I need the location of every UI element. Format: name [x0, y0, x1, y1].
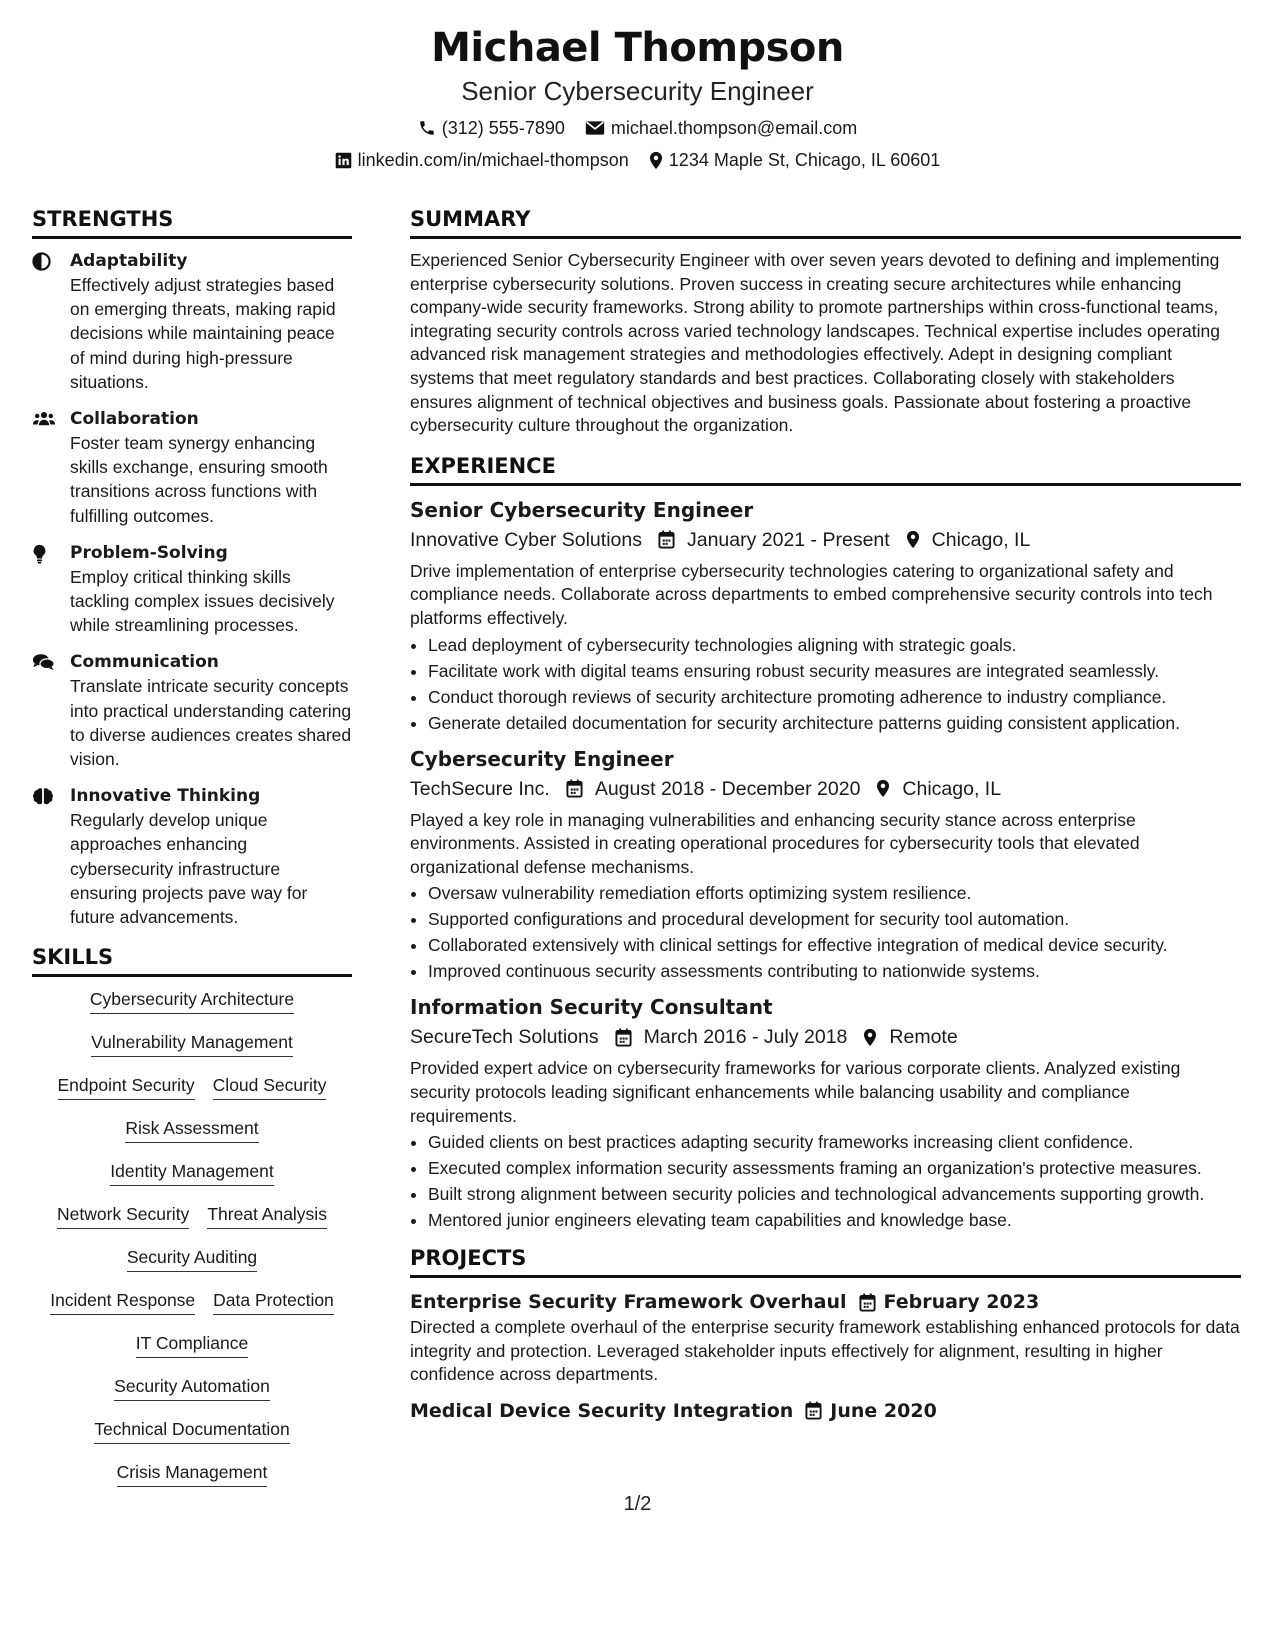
strength-item [32, 541, 352, 638]
job-bullets [410, 1130, 1241, 1232]
list-item: • Facilitate work with digital teams ensuring robust security measures are integrated seamlessly. [428, 659, 1241, 683]
skill-row [32, 1331, 352, 1374]
project-date: June 2020 [830, 1399, 937, 1422]
envelope-icon [585, 120, 605, 136]
job-description: Drive implementation of enterprise cybersecurity technologies catering to organizational safety and compliance needs. Collaborate across departments to embed comprehensive security controls into tech platforms effectively. [410, 560, 1213, 628]
phone-contact [418, 116, 565, 140]
strengths-heading: STRENGTHS [32, 205, 352, 239]
skill-tag: Risk Assessment [125, 1116, 258, 1143]
candidate-title: Senior Cybersecurity Engineer [461, 76, 814, 106]
skill-tag: Security Auditing [127, 1245, 257, 1272]
strength-desc: Effectively adjust strategies based on emerging threats, making rapid decisions while maintaining peace of mind during high-pressure situations. [70, 275, 336, 392]
email-text[interactable]: michael.thompson@email.com [610, 118, 858, 138]
content-columns [32, 205, 1243, 1503]
strength-item [32, 407, 352, 528]
skill-row [32, 1073, 352, 1116]
skill-row [32, 1374, 352, 1417]
skill-row [32, 987, 352, 1030]
comments-icon [32, 650, 70, 771]
project-header [410, 1397, 1241, 1425]
summary-heading: SUMMARY [410, 205, 1241, 239]
strength-desc: Translate intricate security concepts into practical understanding catering to diverse audiences creates shared vision. [70, 676, 352, 770]
right-column [410, 205, 1241, 1503]
calendar-icon [859, 1293, 876, 1312]
map-pin-icon [649, 151, 663, 170]
skill-row [32, 1245, 352, 1288]
list-item: • Conduct thorough reviews of security architecture promoting adherence to industry compliance. [428, 685, 1241, 709]
strength-name: Collaboration [70, 409, 199, 430]
job-meta [410, 775, 1241, 803]
list-item: • Mentored junior engineers elevating team capabilities and knowledge base. [428, 1208, 1241, 1232]
job-company: Innovative Cyber Solutions [410, 528, 642, 551]
summary-text: Experienced Senior Cybersecurity Engineer with over seven years devoted to defining and implementing enterprise cybersecurity solutions. Proven success in creating secure architectures while enhancing company-wide security frameworks. Strong ability to promote partnerships within cross-functional teams, integrating security controls across varied technology landscapes. Technical expertise includes operating advanced risk management strategies and methodologies effectively. Adept in designing compliant systems that meet regulatory standards and best practices. Collaborating closely with stakeholders ensures alignment of technical objectives and business goals. Passionate about fostering a proactive cybersecurity culture throughout the organization. [410, 250, 1220, 436]
skill-tag: Technical Documentation [94, 1417, 290, 1444]
map-pin-icon [876, 779, 890, 798]
skill-tag: Cloud Security [213, 1073, 327, 1100]
skill-tag: Crisis Management [117, 1460, 268, 1487]
skill-row [32, 1116, 352, 1159]
list-item: • Built strong alignment between security policies and technological advancements supporting growth. [428, 1182, 1241, 1206]
skill-tag: Network Security [57, 1202, 189, 1229]
project-title: Enterprise Security Framework Overhaul [410, 1291, 847, 1314]
calendar-icon [615, 1028, 632, 1047]
calendar-icon [566, 779, 583, 798]
strength-name: Communication [70, 652, 219, 673]
project-entry [410, 1397, 1241, 1425]
candidate-name: Michael Thompson [431, 25, 844, 71]
job-company: SecureTech Solutions [410, 1026, 599, 1049]
job-title: Senior Cybersecurity Engineer [410, 497, 754, 522]
skill-row [32, 1288, 352, 1331]
contact-row-2 [0, 148, 1275, 172]
strength-name: Innovative Thinking [70, 786, 261, 807]
skill-tag: Data Protection [213, 1288, 334, 1315]
map-pin-icon [906, 530, 920, 549]
list-item: • Generate detailed documentation for security architecture patterns guiding consistent application. [428, 711, 1241, 735]
strength-item [32, 650, 352, 771]
skill-tag: Incident Response [50, 1288, 195, 1315]
job-title: Information Security Consultant [410, 995, 773, 1020]
list-item: • Improved continuous security assessments contributing to nationwide systems. [428, 959, 1241, 983]
project-description: Directed a complete overhaul of the enterprise security framework establishing enhanced protocols for data integrity and protection. Leveraged stakeholder inputs effectively for alignment, resulting in higher confidence across departments. [410, 1317, 1240, 1385]
job-description: Played a key role in managing vulnerabilities and enhancing security stance across enterprise environments. Assisted in creating operational procedures for cybersecurity tools that elevated organizational defense mechanisms. [410, 809, 1140, 877]
skill-tag: Threat Analysis [207, 1202, 327, 1229]
calendar-icon [658, 530, 675, 549]
calendar-icon [805, 1401, 822, 1420]
skill-row [32, 1030, 352, 1073]
experience-heading: EXPERIENCE [410, 452, 1241, 486]
job-dates: January 2021 - Present [686, 528, 890, 551]
project-header [410, 1288, 1241, 1316]
phone-icon [418, 119, 436, 137]
phone-text: (312) 555-7890 [441, 118, 565, 138]
skill-tag: Vulnerability Management [91, 1030, 293, 1057]
job-location: Chicago, IL [931, 528, 1031, 551]
job-title: Cybersecurity Engineer [410, 746, 674, 771]
list-item: • Collaborated extensively with clinical settings for effective integration of medical device security. [428, 933, 1241, 957]
skill-row [32, 1159, 352, 1202]
map-pin-icon [863, 1028, 877, 1047]
users-icon [32, 407, 70, 528]
strength-name: Problem-Solving [70, 542, 228, 563]
job-dates: March 2016 - July 2018 [643, 1026, 848, 1049]
list-item: • Supported configurations and procedural development for security tool automation. [428, 907, 1241, 931]
contact-row-1 [0, 116, 1275, 140]
job-company: TechSecure Inc. [410, 777, 550, 800]
email-contact[interactable] [585, 116, 857, 140]
skill-row [32, 1417, 352, 1460]
skill-tag: Cybersecurity Architecture [90, 987, 294, 1014]
list-item: • Lead deployment of cybersecurity technologies aligning with strategic goals. [428, 633, 1241, 657]
strength-desc: Employ critical thinking skills tackling complex issues decisively while streamlining processes. [70, 566, 335, 636]
contrast-icon [32, 249, 70, 394]
strength-item [32, 784, 352, 929]
project-date-group [859, 1288, 1040, 1316]
project-date: February 2023 [883, 1291, 1040, 1314]
left-column [32, 205, 352, 1503]
strength-desc: Regularly develop unique approaches enhancing cybersecurity infrastructure ensuring projects pave way for future advancements. [70, 810, 308, 928]
project-date-group [805, 1397, 937, 1425]
page-number: 1/2 [623, 1493, 652, 1515]
skill-row [32, 1202, 352, 1245]
project-title: Medical Device Security Integration [410, 1399, 794, 1422]
list-item: • Oversaw vulnerability remediation efforts optimizing system resilience. [428, 881, 1241, 905]
skill-tag: Security Automation [114, 1374, 270, 1401]
skill-tag: Identity Management [110, 1159, 273, 1186]
strength-item [32, 249, 352, 394]
job-location: Chicago, IL [902, 777, 1002, 800]
projects-heading: PROJECTS [410, 1244, 1241, 1278]
skills-heading: SKILLS [32, 943, 352, 977]
strength-name: Adaptability [70, 251, 188, 271]
skill-tag: Endpoint Security [58, 1073, 195, 1100]
project-entry [410, 1288, 1241, 1387]
linkedin-icon [335, 152, 352, 169]
skill-tag: IT Compliance [136, 1331, 249, 1358]
address-text: 1234 Maple St, Chicago, IL 60601 [668, 150, 941, 170]
skills-list [32, 987, 352, 1503]
job-location: Remote [889, 1026, 958, 1049]
job-meta [410, 526, 1241, 554]
linkedin-contact[interactable] [335, 148, 629, 172]
job-description: Provided expert advice on cybersecurity frameworks for various corporate clients. Analyzed existing security protocols leading significant enhancements while balancing usability and compliance requirements. [410, 1058, 1181, 1126]
job-bullets [410, 633, 1241, 735]
resume-header [0, 0, 1275, 172]
lightbulb-icon [32, 541, 70, 638]
list-item: • Guided clients on best practices adapting security frameworks increasing client confidence. [428, 1130, 1241, 1154]
job-meta [410, 1023, 1241, 1051]
job-dates: August 2018 - December 2020 [594, 777, 861, 800]
job-entry [410, 496, 1241, 735]
job-bullets [410, 881, 1241, 983]
job-entry [410, 745, 1241, 984]
job-entry [410, 993, 1241, 1232]
brain-icon [32, 784, 70, 929]
linkedin-text[interactable]: linkedin.com/in/michael-thompson [357, 150, 629, 170]
address-contact [649, 148, 941, 172]
list-item: • Executed complex information security assessments framing an organization's protective measures. [428, 1156, 1241, 1180]
strength-desc: Foster team synergy enhancing skills exchange, ensuring smooth transitions across functions with fulfilling outcomes. [70, 433, 328, 526]
